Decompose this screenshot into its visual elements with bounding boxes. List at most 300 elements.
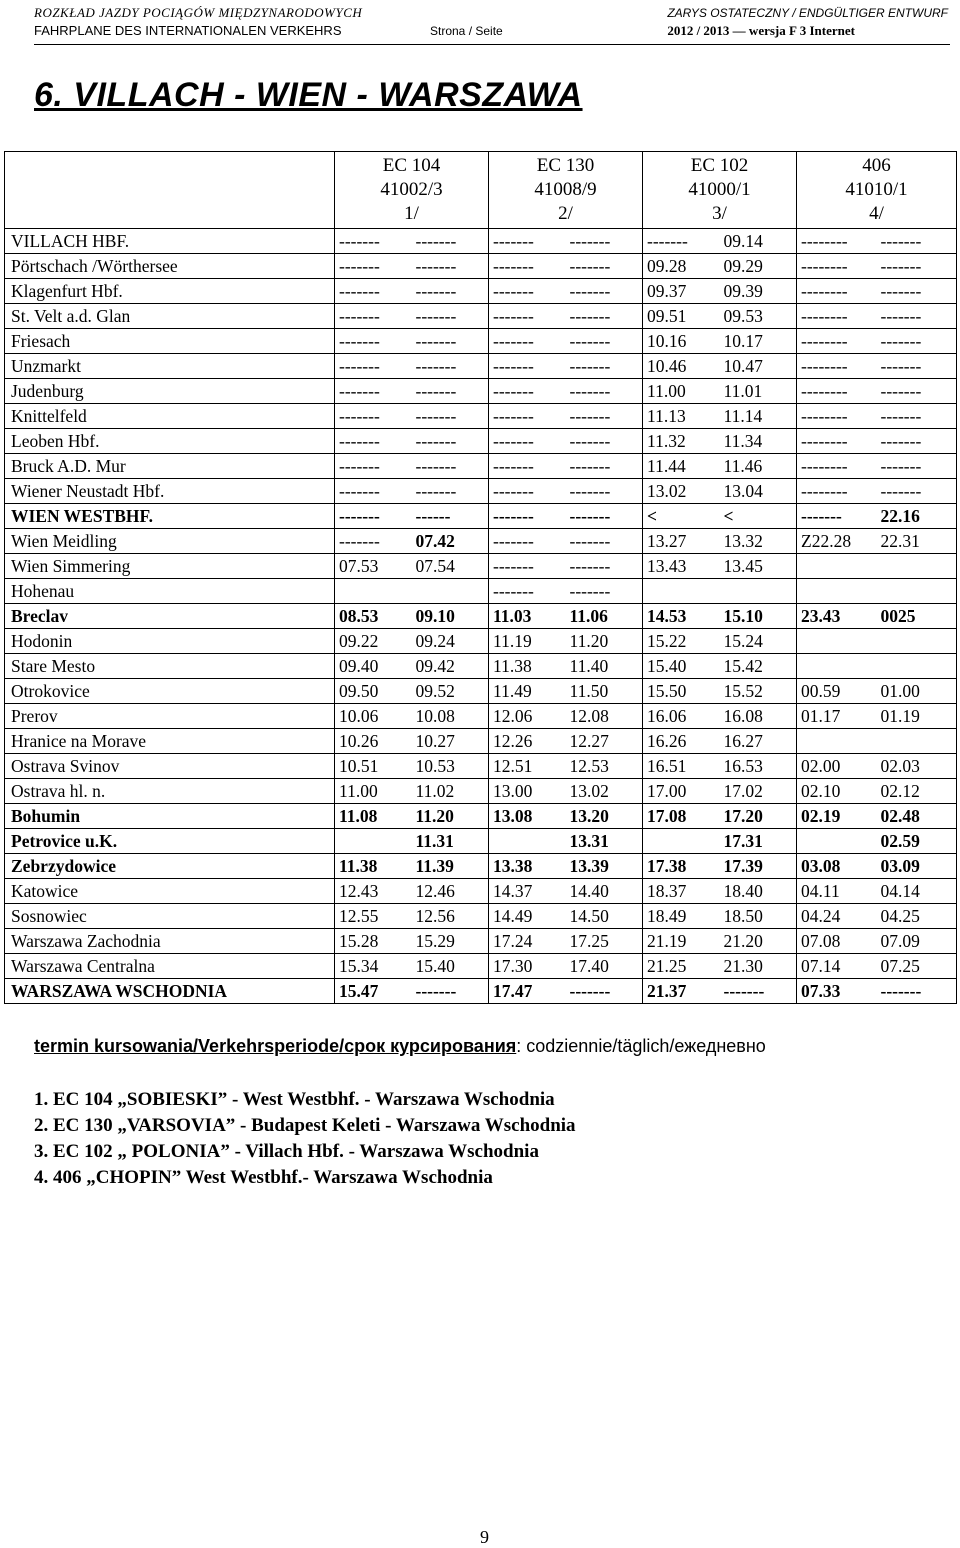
time-cell: 17.25: [566, 929, 643, 954]
time-cell: -------: [877, 429, 957, 454]
time-cell: [877, 629, 957, 654]
time-cell: 15.42: [720, 654, 797, 679]
time-cell: -------: [489, 279, 566, 304]
train-name: 406: [862, 155, 891, 176]
train-name: EC 104: [382, 155, 441, 176]
time-cell: 00.59: [797, 679, 877, 704]
train-number: 41000/1: [688, 179, 751, 200]
time-cell: -------: [489, 579, 566, 604]
time-cell: -------: [489, 379, 566, 404]
station-name: Stare Mesto: [5, 654, 335, 679]
time-cell: 09.51: [643, 304, 720, 329]
train-note: 2. EC 130 „VARSOVIA” - Budapest Keleti - Warszawa Wschodnia: [34, 1115, 576, 1136]
station-name: Prerov: [5, 704, 335, 729]
time-cell: -------: [412, 279, 489, 304]
time-cell: --------: [797, 229, 877, 254]
time-cell: -------: [335, 379, 412, 404]
time-cell: 09.10: [412, 604, 489, 629]
time-cell: 12.08: [566, 704, 643, 729]
time-cell: 16.53: [720, 754, 797, 779]
time-cell: 13.45: [720, 554, 797, 579]
station-name: Hohenau: [5, 579, 335, 604]
time-cell: --------: [797, 354, 877, 379]
time-cell: -------: [720, 979, 797, 1004]
time-cell: -------: [489, 329, 566, 354]
train-note: 4. 406 „CHOPIN” West Westbhf.- Warszawa Wschodnia: [34, 1167, 493, 1188]
timetable-row: [5, 929, 957, 954]
train-header: [489, 152, 643, 229]
time-cell: 11.50: [566, 679, 643, 704]
train-name: EC 130: [536, 155, 595, 176]
timetable-row: [5, 954, 957, 979]
time-cell: 21.30: [720, 954, 797, 979]
service-period-label: termin kursowania/Verkehrsperiode/срок курсирования: [34, 1036, 517, 1056]
time-cell: [797, 629, 877, 654]
time-cell: -------: [566, 504, 643, 529]
station-name: Friesach: [5, 329, 335, 354]
time-cell: 22.16: [877, 504, 957, 529]
time-cell: -------: [566, 279, 643, 304]
time-cell: 17.00: [643, 779, 720, 804]
time-cell: 15.10: [720, 604, 797, 629]
time-cell: -------: [877, 254, 957, 279]
station-name: Leoben Hbf.: [5, 429, 335, 454]
time-cell: -------: [489, 429, 566, 454]
time-cell: 12.51: [489, 754, 566, 779]
time-cell: 14.53: [643, 604, 720, 629]
time-cell: 09.29: [720, 254, 797, 279]
time-cell: 11.14: [720, 404, 797, 429]
time-cell: 12.53: [566, 754, 643, 779]
time-cell: 04.11: [797, 879, 877, 904]
time-cell: 11.32: [643, 429, 720, 454]
time-cell: 23.43: [797, 604, 877, 629]
header-left: [34, 4, 362, 40]
time-cell: 09.24: [412, 629, 489, 654]
train-header: [797, 152, 957, 229]
time-cell: 08.53: [335, 604, 412, 629]
time-cell: 09.50: [335, 679, 412, 704]
timetable-row: [5, 979, 957, 1004]
time-cell: 13.38: [489, 854, 566, 879]
time-cell: -------: [412, 304, 489, 329]
time-cell: --------: [797, 379, 877, 404]
timetable-row: [5, 904, 957, 929]
timetable-row: [5, 679, 957, 704]
train-note: 3. EC 102 „ POLONIA” - Villach Hbf. - Warszawa Wschodnia: [34, 1141, 539, 1162]
station-name: Hodonin: [5, 629, 335, 654]
station-name: Katowice: [5, 879, 335, 904]
time-cell: --------: [797, 454, 877, 479]
station-name: Breclav: [5, 604, 335, 629]
time-cell: 07.54: [412, 554, 489, 579]
time-cell: 01.00: [877, 679, 957, 704]
header-title-pl: ROZKŁAD JAZDY POCIĄGÓW MIĘDZYNARODOWYCH: [34, 5, 363, 20]
timetable: [4, 151, 957, 1004]
time-cell: -------: [489, 304, 566, 329]
time-cell: -------: [489, 454, 566, 479]
time-cell: --------: [797, 329, 877, 354]
timetable-row: [5, 854, 957, 879]
time-cell: 12.06: [489, 704, 566, 729]
timetable-row: [5, 229, 957, 254]
timetable-row: [5, 579, 957, 604]
time-cell: 22.31: [877, 529, 957, 554]
time-cell: 09.22: [335, 629, 412, 654]
station-name: Klagenfurt Hbf.: [5, 279, 335, 304]
time-cell: 04.25: [877, 904, 957, 929]
time-cell: 11.46: [720, 454, 797, 479]
time-cell: 13.02: [643, 479, 720, 504]
time-cell: 03.09: [877, 854, 957, 879]
time-cell: -------: [566, 354, 643, 379]
time-cell: [720, 579, 797, 604]
time-cell: -------: [335, 329, 412, 354]
time-cell: 12.27: [566, 729, 643, 754]
timetable-row: [5, 529, 957, 554]
time-cell: -------: [877, 279, 957, 304]
service-period: [34, 1036, 766, 1057]
time-cell: -------: [566, 454, 643, 479]
time-cell: [335, 579, 412, 604]
time-cell: -------: [489, 229, 566, 254]
station-name: Wiener Neustadt Hbf.: [5, 479, 335, 504]
timetable-row: [5, 429, 957, 454]
time-cell: 18.40: [720, 879, 797, 904]
time-cell: 07.53: [335, 554, 412, 579]
train-name: EC 102: [690, 155, 749, 176]
time-cell: 16.06: [643, 704, 720, 729]
time-cell: --------: [797, 279, 877, 304]
time-cell: 09.40: [335, 654, 412, 679]
time-cell: -------: [412, 229, 489, 254]
time-cell: 09.37: [643, 279, 720, 304]
train-note: 3/: [712, 203, 727, 224]
time-cell: -------: [877, 479, 957, 504]
time-cell: 16.08: [720, 704, 797, 729]
time-cell: -------: [566, 554, 643, 579]
timetable-row: [5, 504, 957, 529]
time-cell: 03.08: [797, 854, 877, 879]
time-cell: --------: [797, 404, 877, 429]
time-cell: --------: [797, 479, 877, 504]
time-cell: [643, 579, 720, 604]
time-cell: -------: [489, 354, 566, 379]
time-cell: 07.08: [797, 929, 877, 954]
time-cell: 10.08: [412, 704, 489, 729]
time-cell: 09.42: [412, 654, 489, 679]
time-cell: 21.37: [643, 979, 720, 1004]
timetable-row: [5, 804, 957, 829]
time-cell: 01.19: [877, 704, 957, 729]
time-cell: -------: [566, 379, 643, 404]
time-cell: 11.40: [566, 654, 643, 679]
time-cell: -------: [566, 479, 643, 504]
time-cell: 11.00: [335, 779, 412, 804]
time-cell: -------: [877, 329, 957, 354]
header-draft-label: ZARYS OSTATECZNY / ENDGÜLTIGER ENTWURF: [667, 6, 948, 20]
time-cell: 15.28: [335, 929, 412, 954]
time-cell: -------: [335, 254, 412, 279]
station-name: Warszawa Zachodnia: [5, 929, 335, 954]
time-cell: 13.00: [489, 779, 566, 804]
time-cell: 17.30: [489, 954, 566, 979]
time-cell: 10.16: [643, 329, 720, 354]
time-cell: 09.52: [412, 679, 489, 704]
time-cell: 15.52: [720, 679, 797, 704]
station-name: Hranice na Morave: [5, 729, 335, 754]
time-cell: 11.00: [643, 379, 720, 404]
timetable-row: [5, 279, 957, 304]
time-cell: 15.34: [335, 954, 412, 979]
train-header: [335, 152, 489, 229]
time-cell: 11.39: [412, 854, 489, 879]
time-cell: 10.26: [335, 729, 412, 754]
time-cell: -------: [489, 254, 566, 279]
time-cell: [877, 579, 957, 604]
time-cell: --------: [797, 304, 877, 329]
time-cell: [412, 579, 489, 604]
time-cell: 07.14: [797, 954, 877, 979]
timetable-row: [5, 829, 957, 854]
time-cell: [797, 729, 877, 754]
time-cell: [489, 829, 566, 854]
station-name: Ostrava Svinov: [5, 754, 335, 779]
time-cell: -------: [797, 504, 877, 529]
time-cell: [877, 654, 957, 679]
time-cell: 13.43: [643, 554, 720, 579]
time-cell: -------: [566, 529, 643, 554]
time-cell: -------: [412, 479, 489, 504]
time-cell: 02.00: [797, 754, 877, 779]
time-cell: 11.38: [335, 854, 412, 879]
time-cell: 10.27: [412, 729, 489, 754]
time-cell: 10.53: [412, 754, 489, 779]
time-cell: 10.46: [643, 354, 720, 379]
station-name: Wien Simmering: [5, 554, 335, 579]
time-cell: -------: [566, 404, 643, 429]
time-cell: -------: [412, 379, 489, 404]
service-period-value: : codziennie/täglich/ежедневно: [516, 1036, 766, 1056]
time-cell: 21.20: [720, 929, 797, 954]
time-cell: 15.40: [643, 654, 720, 679]
time-cell: -------: [566, 254, 643, 279]
time-cell: 11.08: [335, 804, 412, 829]
station-name: Unzmarkt: [5, 354, 335, 379]
station-name: Bohumin: [5, 804, 335, 829]
time-cell: -------: [335, 504, 412, 529]
time-cell: [797, 554, 877, 579]
timetable-row: [5, 754, 957, 779]
time-cell: -------: [566, 579, 643, 604]
station-name: Otrokovice: [5, 679, 335, 704]
time-cell: 07.09: [877, 929, 957, 954]
time-cell: 0025: [877, 604, 957, 629]
time-cell: -------: [877, 404, 957, 429]
timetable-row: [5, 404, 957, 429]
station-name: Wien Meidling: [5, 529, 335, 554]
train-note: 1/: [404, 203, 419, 224]
timetable-row: [5, 479, 957, 504]
time-cell: 11.44: [643, 454, 720, 479]
time-cell: 17.47: [489, 979, 566, 1004]
time-cell: 09.39: [720, 279, 797, 304]
time-cell: 09.53: [720, 304, 797, 329]
time-cell: 17.08: [643, 804, 720, 829]
header-rule: [34, 44, 950, 45]
time-cell: -------: [489, 529, 566, 554]
time-cell: -------: [412, 354, 489, 379]
time-cell: 02.19: [797, 804, 877, 829]
time-cell: 11.06: [566, 604, 643, 629]
station-name: Sosnowiec: [5, 904, 335, 929]
time-cell: 12.26: [489, 729, 566, 754]
time-cell: 11.20: [412, 804, 489, 829]
time-cell: <: [720, 504, 797, 529]
time-cell: 11.13: [643, 404, 720, 429]
time-cell: 16.27: [720, 729, 797, 754]
time-cell: -------: [566, 429, 643, 454]
time-cell: 15.50: [643, 679, 720, 704]
page-number: 9: [480, 1527, 489, 1547]
time-cell: 12.56: [412, 904, 489, 929]
train-header: [643, 152, 797, 229]
time-cell: 07.25: [877, 954, 957, 979]
time-cell: 12.46: [412, 879, 489, 904]
time-cell: [797, 579, 877, 604]
time-cell: 02.10: [797, 779, 877, 804]
header-page-label: Strona / Seite: [430, 24, 503, 38]
time-cell: 14.49: [489, 904, 566, 929]
timetable-row: [5, 254, 957, 279]
time-cell: -------: [489, 404, 566, 429]
time-cell: 12.55: [335, 904, 412, 929]
time-cell: 11.34: [720, 429, 797, 454]
timetable-row: [5, 329, 957, 354]
time-cell: 02.48: [877, 804, 957, 829]
time-cell: 13.31: [566, 829, 643, 854]
time-cell: -------: [412, 404, 489, 429]
train-note: 4/: [869, 203, 884, 224]
time-cell: 07.42: [412, 529, 489, 554]
time-cell: 10.51: [335, 754, 412, 779]
time-cell: 21.19: [643, 929, 720, 954]
time-cell: [797, 829, 877, 854]
time-cell: -------: [877, 229, 957, 254]
station-name: Warszawa Centralna: [5, 954, 335, 979]
time-cell: -------: [335, 229, 412, 254]
timetable-row: [5, 604, 957, 629]
train-number: 41002/3: [380, 179, 443, 200]
time-cell: 18.37: [643, 879, 720, 904]
time-cell: -------: [877, 979, 957, 1004]
station-name: WARSZAWA WSCHODNIA: [5, 979, 335, 1004]
time-cell: [643, 829, 720, 854]
time-cell: 01.17: [797, 704, 877, 729]
time-cell: 11.02: [412, 779, 489, 804]
time-cell: 21.25: [643, 954, 720, 979]
time-cell: 18.49: [643, 904, 720, 929]
time-cell: 09.14: [720, 229, 797, 254]
time-cell: 09.28: [643, 254, 720, 279]
time-cell: -------: [335, 354, 412, 379]
time-cell: -------: [412, 979, 489, 1004]
time-cell: --------: [797, 429, 877, 454]
header-station-cell: [5, 152, 335, 229]
train-number: 41010/1: [845, 179, 908, 200]
header-version: 2012 / 2013 — wersja F 3 Internet: [667, 23, 855, 38]
timetable-row: [5, 554, 957, 579]
timetable-row: [5, 629, 957, 654]
time-cell: 17.02: [720, 779, 797, 804]
time-cell: -------: [412, 454, 489, 479]
station-name: Petrovice u.K.: [5, 829, 335, 854]
time-cell: 14.37: [489, 879, 566, 904]
time-cell: 02.03: [877, 754, 957, 779]
time-cell: 13.02: [566, 779, 643, 804]
time-cell: 17.20: [720, 804, 797, 829]
time-cell: 13.04: [720, 479, 797, 504]
time-cell: 17.24: [489, 929, 566, 954]
time-cell: -------: [412, 329, 489, 354]
time-cell: 13.27: [643, 529, 720, 554]
time-cell: 15.47: [335, 979, 412, 1004]
time-cell: 17.31: [720, 829, 797, 854]
time-cell: -------: [412, 254, 489, 279]
train-number: 41008/9: [534, 179, 597, 200]
time-cell: [335, 829, 412, 854]
timetable-row: [5, 779, 957, 804]
time-cell: [877, 554, 957, 579]
time-cell: -------: [335, 454, 412, 479]
time-cell: -------: [877, 454, 957, 479]
time-cell: 11.20: [566, 629, 643, 654]
time-cell: 17.40: [566, 954, 643, 979]
time-cell: -------: [335, 279, 412, 304]
time-cell: -------: [643, 229, 720, 254]
time-cell: 10.17: [720, 329, 797, 354]
station-name: Bruck A.D. Mur: [5, 454, 335, 479]
time-cell: [877, 729, 957, 754]
time-cell: 02.59: [877, 829, 957, 854]
time-cell: 10.47: [720, 354, 797, 379]
station-name: St. Velt a.d. Glan: [5, 304, 335, 329]
time-cell: 15.40: [412, 954, 489, 979]
time-cell: 13.32: [720, 529, 797, 554]
time-cell: -------: [489, 504, 566, 529]
time-cell: -------: [335, 304, 412, 329]
time-cell: -------: [489, 554, 566, 579]
time-cell: 12.43: [335, 879, 412, 904]
time-cell: -------: [566, 979, 643, 1004]
time-cell: 14.50: [566, 904, 643, 929]
timetable-row: [5, 879, 957, 904]
train-notes: [34, 1087, 576, 1191]
time-cell: 11.49: [489, 679, 566, 704]
time-cell: 13.20: [566, 804, 643, 829]
station-name: WIEN WESTBHF.: [5, 504, 335, 529]
station-name: Zebrzydowice: [5, 854, 335, 879]
station-name: Pörtschach /Wörthersee: [5, 254, 335, 279]
timetable-row: [5, 729, 957, 754]
time-cell: 11.03: [489, 604, 566, 629]
time-cell: -------: [877, 354, 957, 379]
time-cell: 16.26: [643, 729, 720, 754]
time-cell: 02.12: [877, 779, 957, 804]
time-cell: 11.01: [720, 379, 797, 404]
time-cell: -------: [566, 304, 643, 329]
time-cell: [797, 654, 877, 679]
